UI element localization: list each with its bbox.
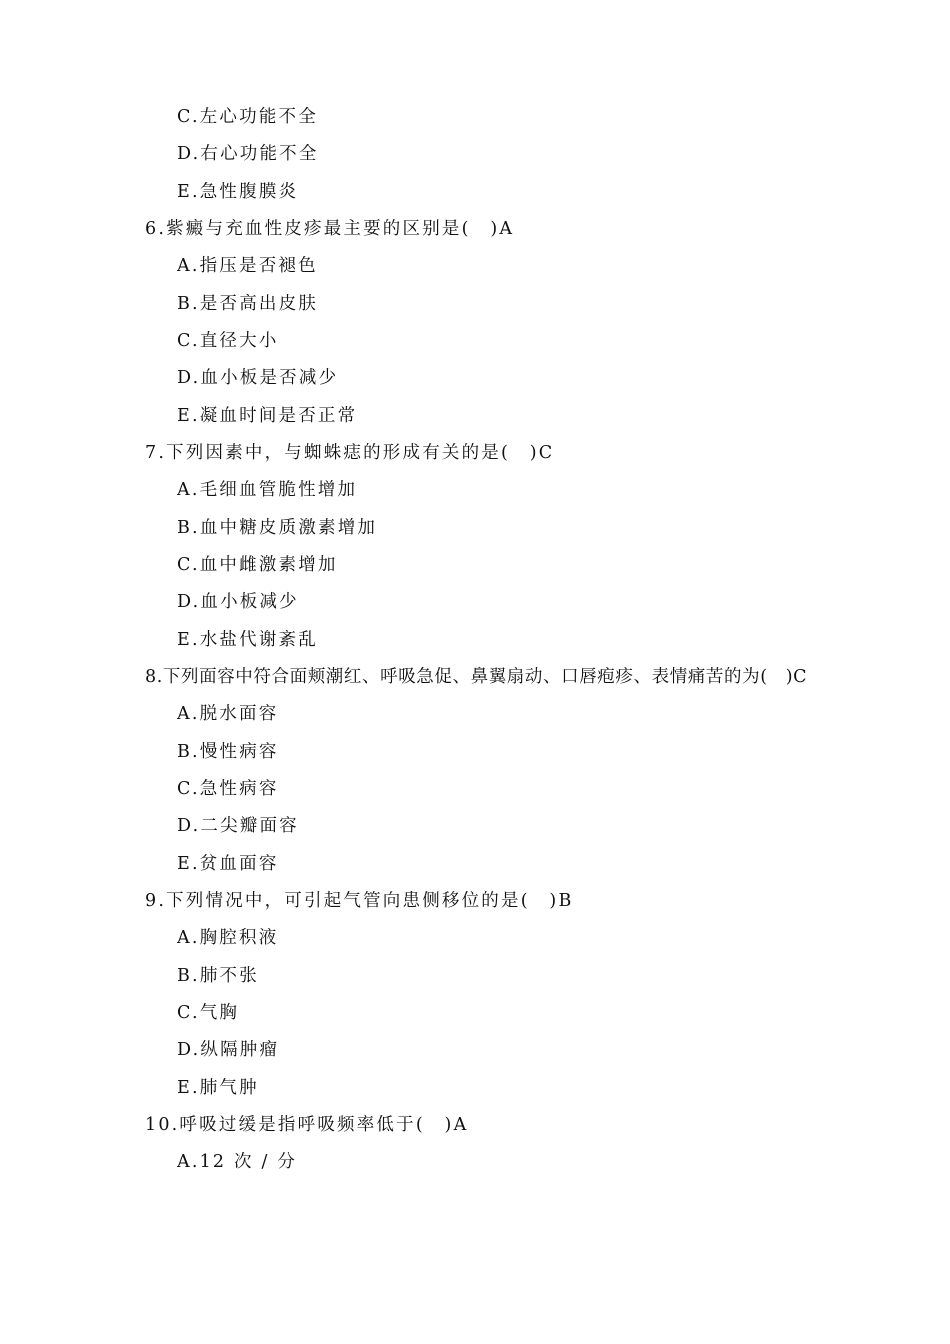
question-10: 10.呼吸过缓是指呼吸频率低于( )A (145, 1115, 469, 1135)
question-7-option-c: C.血中雌激素增加 (177, 555, 338, 575)
question-6-option-b: B.是否高出皮肤 (177, 294, 319, 314)
question-7-option-a: A.毛细血管脆性增加 (177, 480, 358, 500)
question-7-option-d: D.血小板减少 (177, 592, 299, 612)
question-7-option-b: B.血中糖皮质激素增加 (177, 518, 378, 538)
question-10-option-a: A.12 次 / 分 (177, 1152, 298, 1172)
question-8-option-c: C.急性病容 (177, 779, 279, 799)
question-6: 6.紫癜与充血性皮疹最主要的区别是( )A (145, 219, 515, 239)
question-6-option-d: D.血小板是否减少 (177, 368, 339, 388)
question-9-option-a: A.胸腔积液 (177, 928, 279, 948)
question-6-option-a: A.指压是否褪色 (177, 256, 318, 276)
question-6-option-e: E.凝血时间是否正常 (177, 406, 358, 426)
option-e-prev: E.急性腹膜炎 (177, 182, 299, 202)
question-9-option-b: B.肺不张 (177, 966, 259, 986)
question-7: 7.下列因素中，与蜘蛛痣的形成有关的是( )C (145, 443, 555, 463)
question-8-option-e: E.贫血面容 (177, 854, 279, 874)
question-9-option-c: C.气胸 (177, 1003, 240, 1023)
question-9-option-e: E.肺气肿 (177, 1078, 259, 1098)
question-9: 9.下列情况中，可引起气管向患侧移位的是( )B (145, 891, 574, 911)
question-7-option-e: E.水盐代谢紊乱 (177, 630, 318, 650)
question-8-option-d: D.二尖瓣面容 (177, 816, 299, 836)
question-6-option-c: C.直径大小 (177, 331, 279, 351)
option-d-prev: D.右心功能不全 (177, 144, 319, 164)
question-9-option-d: D.纵隔肿瘤 (177, 1040, 280, 1060)
question-8-option-b: B.慢性病容 (177, 742, 279, 762)
option-c-prev: C.左心功能不全 (177, 107, 318, 127)
question-8: 8.下列面容中符合面颊潮红、呼吸急促、鼻翼扇动、口唇疱疹、表情痛苦的为( )C (145, 667, 808, 687)
question-8-option-a: A.脱水面容 (177, 704, 279, 724)
